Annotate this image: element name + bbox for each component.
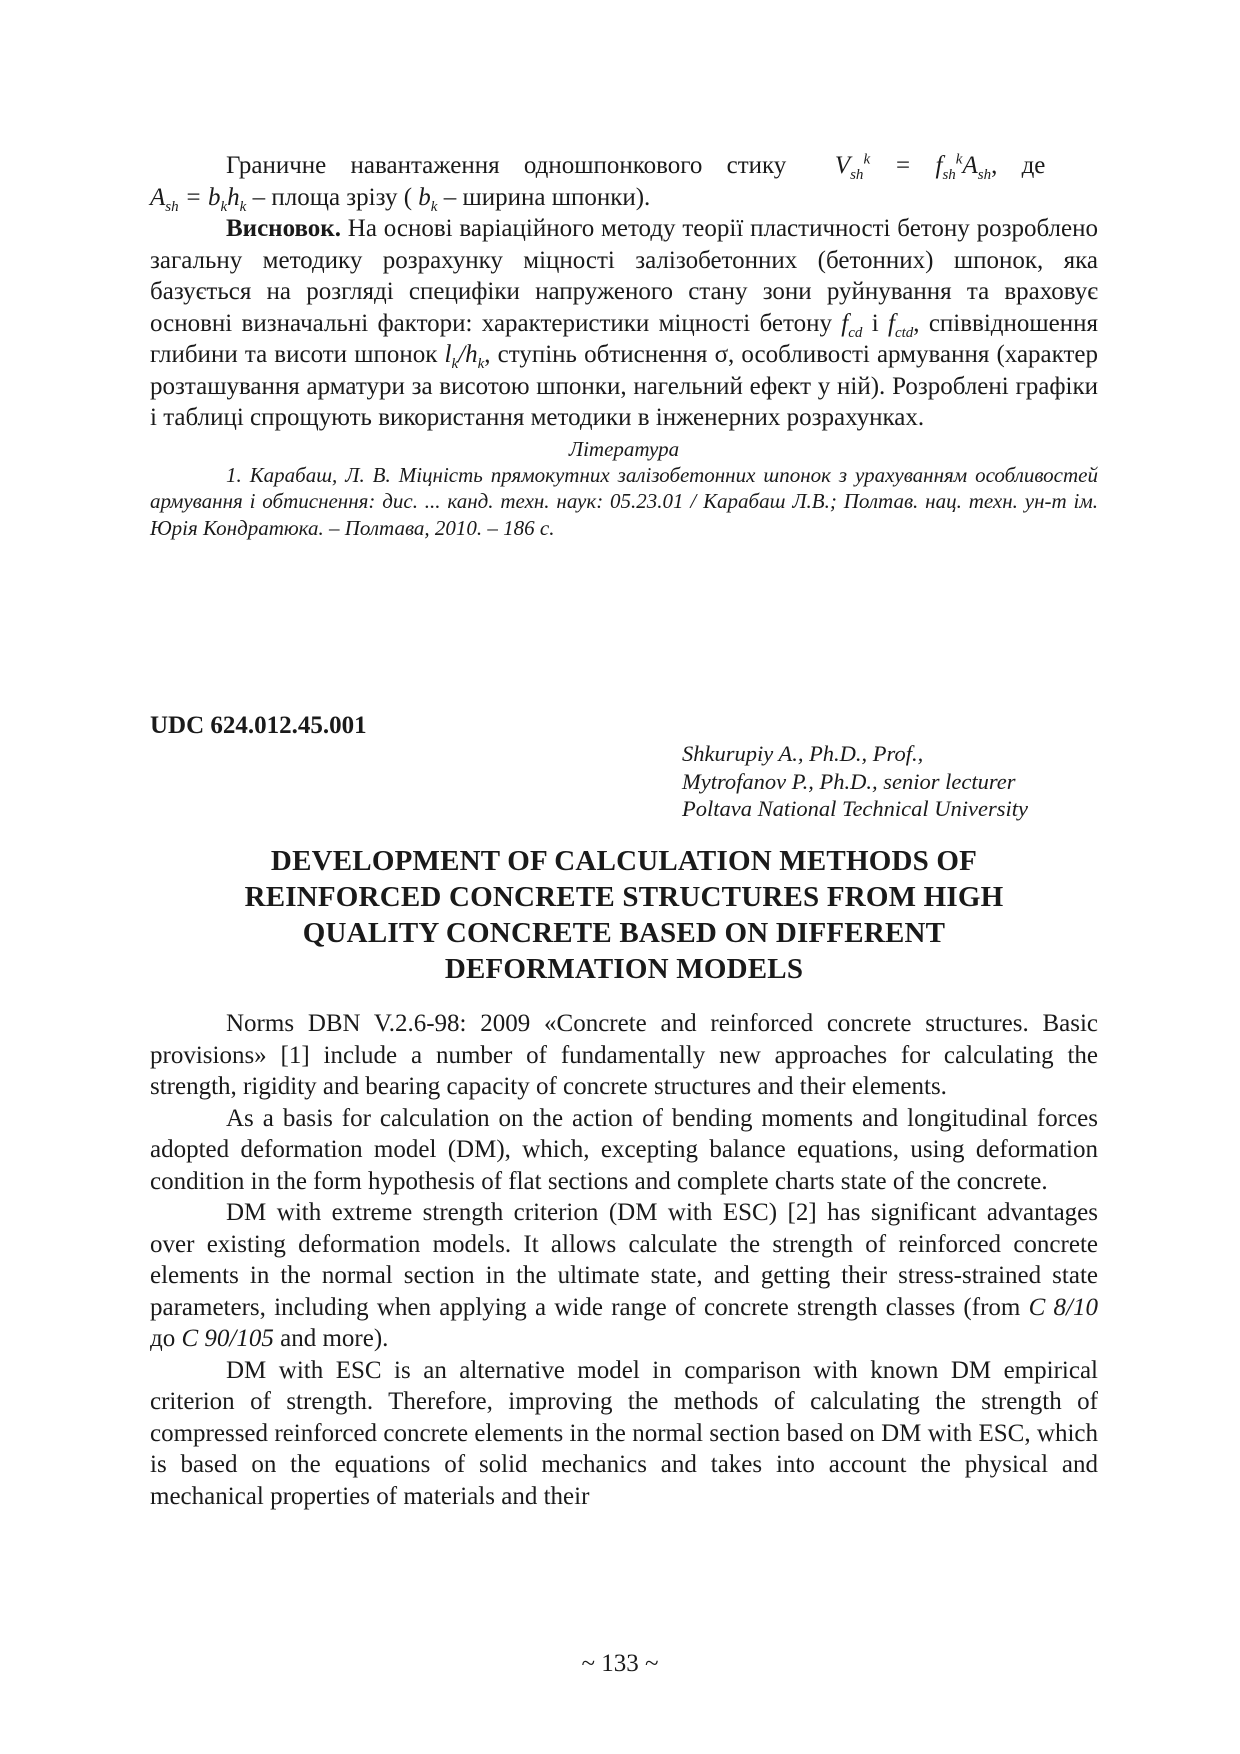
article-body: [150, 1008, 1098, 1512]
title-line: REINFORCED CONCRETE STRUCTURES FROM HIGH: [244, 881, 1004, 913]
body-paragraph: DM with ESC is an alternative model in comparison with known DM empirical criterion of strength. Therefore, improving the methods of calculating the strength of compressed reinforced concrete elements in the normal section based on DM with ESC, which is based on the equations of solid mechanics and takes into account the physical and mechanical properties of materials and their: [150, 1356, 1098, 1510]
title-line: DEFORMATION MODELS: [444, 953, 804, 985]
body-paragraph: DM with extreme strength criterion (DM with ESC) [2] has significant advantages over existing deformation models. It allows calculate the strength of reinforced concrete elements in the normal section in the ultimate state, and getting their stress-strained state parameters, including when applying a wide range of concrete strength classes (from C 8/10 до C 90/105 and more).: [150, 1199, 1099, 1352]
title-line: QUALITY CONCRETE BASED ON DIFFERENT: [302, 917, 946, 949]
author-line: Mytrofanov P., Ph.D., senior lecturer: [682, 768, 1016, 794]
area-definition: $A_{sh} = b_kh_k$ – площа зрізу ( $b_k$ – ширина шпонки).: [150, 183, 651, 215]
formula-vsh: $V_{sh}^k = f_{sh}^kA_{sh}$: [834, 151, 992, 183]
conclusion-paragraph: Висновок. На основі варіаційного методу теорії пластичності бетону розроблено загальну методику розрахунку міцності залізобетонних (бетонних) шпонок, яка базується на розгляді специфіки напруженого стану зони руйнування та враховує основні визначальні фактори: характеристики міцності бетону $f_{cd}$ і $f_{ctd}$, співвідношення глибини та висоти шпонок $l_k/h_k$, ступінь обтиснення σ, особливості армування (характер розташування арматури за висотою шпонки, нагельний ефект у ній). Розроблені графіки і таблиці спрощують використання методики в інженерних розрахунках.: [150, 215, 1099, 431]
formula-fcd: $f_{cd}$: [841, 309, 863, 341]
formula-fctd: $f_{ctd}$: [888, 309, 914, 341]
formula-bk: $b_k$: [418, 183, 438, 215]
udc-code: UDC 624.012.45.001: [150, 712, 367, 739]
ukrainian-section: [150, 150, 1098, 541]
author-line: Shkurupiy A., Ph.D., Prof.,: [682, 741, 924, 766]
literature-title: Література: [568, 436, 680, 461]
page-number: ~ 133 ~: [581, 1650, 659, 1677]
title-line: DEVELOPMENT OF CALCULATION METHODS OF: [270, 845, 978, 877]
formula-ash: $A_{sh} = b_kh_k$: [150, 183, 247, 215]
affiliation-line: Poltava National Technical University: [682, 796, 1029, 821]
body-paragraph: Norms DBN V.2.6-98: 2009 «Concrete and reinforced concrete structures. Basic provisions» [1] include a number of fundamentally new approaches for calculating the strength, rigidity and bearing capacity of concrete structures and their elements.: [150, 1010, 1098, 1100]
author-block: [682, 740, 1102, 823]
article-title: [150, 843, 1098, 987]
formula-lk-hk: $l_k/h_k$: [444, 341, 485, 372]
limit-load-paragraph: Граничне навантаження одношпонкового стику $V_{sh}^k = f_{sh}^kA_{sh}$, де: [226, 151, 1046, 183]
reference-1: 1. Карабаш, Л. В. Міцність прямокутних залізобетонних шпонок з урахуванням особливостей армування і обтиснення: дис. ... канд. техн. наук: 05.23.01 / Карабаш Л.В.; Полтав. нац. техн. ун-т ім. Юрія Кондратюка. – Полтава, 2010. – 186 с.: [150, 462, 1098, 540]
body-paragraph: As a basis for calculation on the action of bending moments and longitudinal forces adopted deformation model (DM), which, excepting balance equations, using deformation condition in the form hypothesis of flat sections and complete charts state of the concrete.: [150, 1104, 1098, 1195]
